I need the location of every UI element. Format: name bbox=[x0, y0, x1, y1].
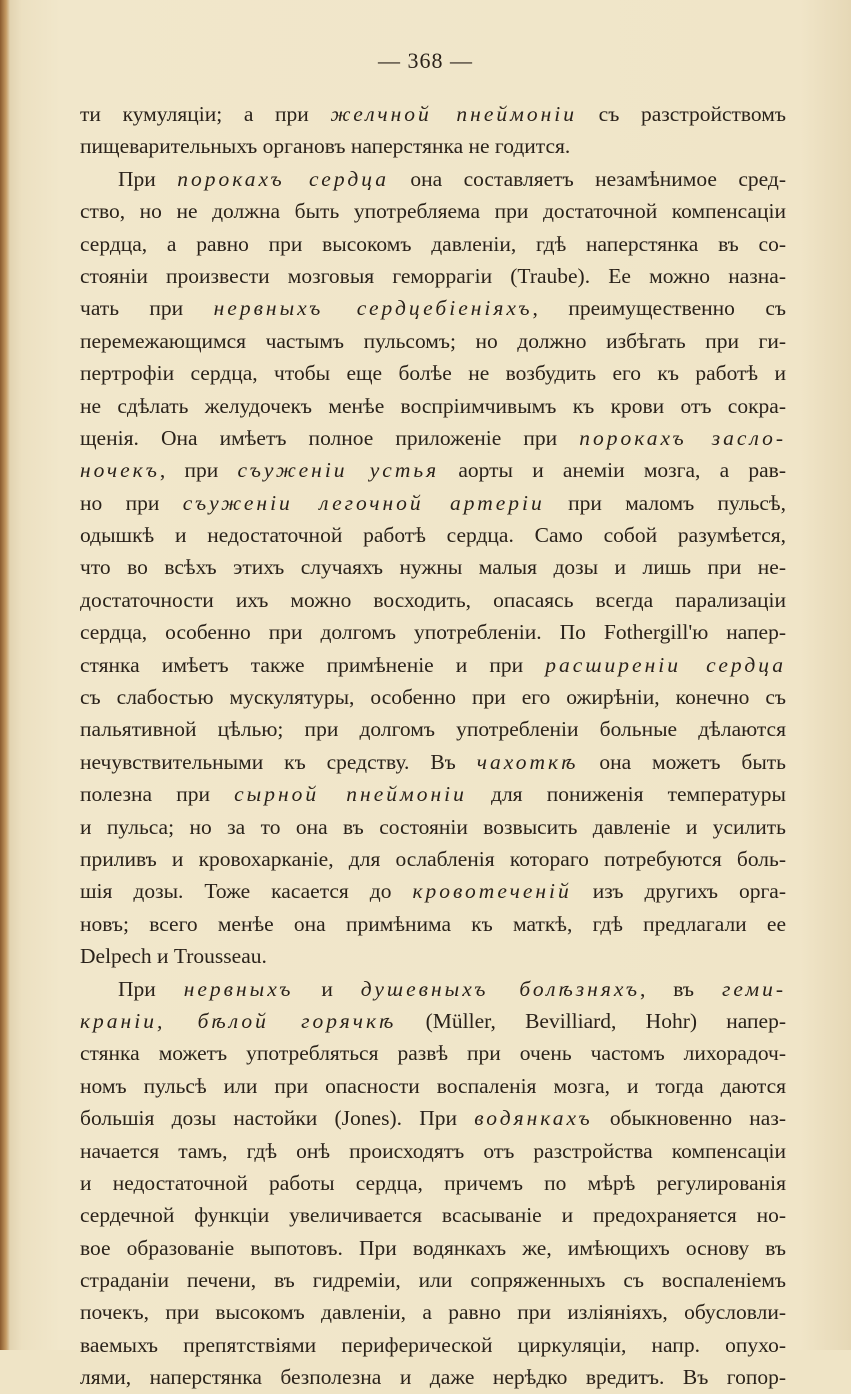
text-line bbox=[80, 973, 786, 1005]
emphasized-term: ночекъ bbox=[80, 458, 160, 483]
emphasized-term: кровотеченій bbox=[412, 879, 572, 904]
text-line bbox=[80, 1005, 786, 1037]
text-line bbox=[80, 228, 786, 260]
text-segment: обыкновенно наз- bbox=[592, 1106, 786, 1131]
text-segment: , при bbox=[159, 458, 238, 483]
text-segment: стянка имѣетъ также примѣненіе и при bbox=[80, 652, 546, 677]
text-segment: страданіи печени, въ гидреміи, или сопряженныхъ съ воспаленіемъ bbox=[80, 1268, 786, 1293]
text-line bbox=[80, 843, 786, 875]
text-line bbox=[80, 713, 786, 745]
text-line bbox=[80, 1361, 786, 1393]
emphasized-term: сырной пнеймоніи bbox=[234, 782, 467, 807]
text-segment: ство, но не должна быть употребляема при достаточной компенсаціи bbox=[80, 199, 786, 224]
emphasized-term: нервныхъ bbox=[183, 976, 294, 1001]
text-segment: большія дозы настойки (Jones). При bbox=[80, 1106, 475, 1131]
text-segment: шія дозы. Тоже касается до bbox=[80, 879, 413, 904]
text-segment: съ разстройствомъ bbox=[576, 102, 786, 126]
text-line bbox=[80, 1199, 786, 1231]
text-segment: стояніи произвести мозговыя геморрагіи (Traube). Ее можно назна- bbox=[80, 263, 786, 288]
emphasized-term: водянкахъ bbox=[474, 1106, 593, 1131]
text-line bbox=[80, 519, 786, 551]
emphasized-term: расширеніи сердца bbox=[545, 652, 786, 677]
emphasized-term: порокахъ засло- bbox=[579, 425, 787, 450]
text-line bbox=[80, 875, 786, 907]
text-segment: пищеварительныхъ органовъ наперстянка не годится. bbox=[80, 134, 571, 159]
text-segment: ти кумуляціи; а при bbox=[80, 102, 331, 126]
text-segment: для пониженія температуры bbox=[466, 782, 786, 807]
text-line bbox=[80, 325, 786, 357]
emphasized-term: порокахъ сердца bbox=[177, 166, 389, 191]
text-line bbox=[80, 454, 786, 486]
text-line bbox=[80, 292, 786, 324]
text-segment: щенія. Она имѣетъ полное приложеніе при bbox=[80, 425, 580, 450]
text-segment: и недостаточной работы сердца, причемъ по мѣрѣ регулированія bbox=[80, 1170, 786, 1195]
text-line bbox=[80, 1329, 786, 1361]
text-line bbox=[80, 908, 786, 940]
text-segment: аорты и анеміи мозга, а рав- bbox=[439, 458, 786, 483]
page-body-text bbox=[80, 98, 786, 1394]
text-segment: стянка можетъ употребляться развѣ при очень частомъ лихорадоч- bbox=[80, 1041, 786, 1066]
emphasized-term: душевныхъ болѣзняхъ bbox=[360, 976, 640, 1001]
text-segment: приливъ и кровохарканіе, для ослабленія котораго потребуются боль- bbox=[80, 846, 786, 871]
text-line bbox=[80, 940, 786, 972]
text-segment: съ слабостью мускулятуры, особенно при его ожирѣніи, конечно съ bbox=[80, 685, 786, 710]
text-segment: сердца, а равно при высокомъ давленіи, гдѣ наперстянка въ со- bbox=[80, 231, 786, 256]
text-line bbox=[80, 1037, 786, 1069]
text-segment: пальятивной цѣлью; при долгомъ употребленіи больные дѣлаются bbox=[80, 717, 786, 742]
text-line bbox=[80, 811, 786, 843]
text-segment: , въ bbox=[640, 976, 722, 1001]
text-segment: чать при bbox=[80, 296, 214, 321]
emphasized-term: чахоткѣ bbox=[476, 749, 579, 774]
page-binding-edge bbox=[0, 0, 10, 1350]
text-segment: достаточности ихъ можно восходить, опасаясь всегда парализаціи bbox=[80, 587, 786, 612]
text-segment: При bbox=[118, 166, 178, 191]
text-segment: не сдѣлать желудочекъ менѣе воспріимчивымъ къ крови отъ сокра- bbox=[80, 393, 786, 418]
emphasized-term: нервныхъ сердцебіеніяхъ bbox=[213, 296, 533, 321]
text-line bbox=[80, 163, 786, 195]
text-line bbox=[80, 195, 786, 227]
text-segment: сердца, особенно при долгомъ употребленіи. По Fothergill'ю напер- bbox=[80, 620, 786, 645]
text-segment: нечувствительными къ средству. Въ bbox=[80, 749, 477, 774]
text-line bbox=[80, 98, 786, 130]
text-line bbox=[80, 649, 786, 681]
text-segment: сердечной функціи увеличивается всасываніе и предохраняется но- bbox=[80, 1203, 786, 1228]
text-segment: новъ; всего менѣе она примѣнима къ маткѣ, гдѣ предлагали ее bbox=[80, 911, 786, 936]
text-line bbox=[80, 1102, 786, 1134]
text-segment: она можетъ быть bbox=[578, 749, 786, 774]
text-line bbox=[80, 1167, 786, 1199]
text-line bbox=[80, 1232, 786, 1264]
text-segment: Delpech и Trousseau. bbox=[80, 944, 267, 969]
text-segment: и пульса; но за то она въ состояніи возвысить давленіе и усилить bbox=[80, 814, 786, 839]
text-line bbox=[80, 681, 786, 713]
text-segment: почекъ, при высокомъ давленіи, а равно при изліяніяхъ, обусловли- bbox=[80, 1300, 786, 1325]
emphasized-term: краніи, бѣлой горячкѣ bbox=[80, 1008, 397, 1033]
emphasized-term: желчной пнеймоніи bbox=[330, 102, 577, 126]
text-line bbox=[80, 1296, 786, 1328]
text-segment: пертрофіи сердца, чтобы еще болѣе не возбудить его къ работѣ и bbox=[80, 361, 786, 386]
text-segment: при маломъ пульсѣ, bbox=[544, 490, 786, 515]
text-line bbox=[80, 260, 786, 292]
text-line bbox=[80, 357, 786, 389]
text-segment: изъ другихъ орга- bbox=[571, 879, 786, 904]
text-segment: но при bbox=[80, 490, 183, 515]
text-segment: При bbox=[118, 976, 184, 1001]
text-segment: одышкѣ и недостаточной работѣ сердца. Само собой разумѣется, bbox=[80, 523, 786, 548]
text-segment: она составляетъ незамѣнимое сред- bbox=[388, 166, 786, 191]
page-number: — 368 — bbox=[378, 48, 473, 73]
text-line bbox=[80, 616, 786, 648]
text-segment: номъ пульсѣ или при опасности воспаленія мозга, и тогда даются bbox=[80, 1073, 786, 1098]
text-segment: что во всѣхъ этихъ случаяхъ нужны малыя дозы и лишь при не- bbox=[80, 555, 786, 580]
text-line bbox=[80, 1070, 786, 1102]
text-line bbox=[80, 390, 786, 422]
emphasized-term: съуженіи легочной артеріи bbox=[182, 490, 545, 515]
emphasized-term: геми- bbox=[721, 976, 786, 1001]
text-segment: (Müller, Bevilliard, Hohr) напер- bbox=[396, 1008, 786, 1033]
text-segment: ваемыхъ препятствіями периферической циркуляціи, напр. опухо- bbox=[80, 1332, 786, 1357]
text-line bbox=[80, 487, 786, 519]
text-line bbox=[80, 746, 786, 778]
emphasized-term: съуженіи устья bbox=[237, 458, 440, 483]
text-line bbox=[80, 1264, 786, 1296]
text-line bbox=[80, 422, 786, 454]
text-segment: вое образованіе выпотовъ. При водянкахъ же, имѣющихъ основу въ bbox=[80, 1235, 786, 1260]
text-line bbox=[80, 584, 786, 616]
text-segment: , преимущественно съ bbox=[532, 296, 786, 321]
text-segment: начается тамъ, гдѣ онѣ происходятъ отъ разстройства компенсаціи bbox=[80, 1138, 786, 1163]
text-line bbox=[80, 551, 786, 583]
text-line bbox=[80, 778, 786, 810]
text-segment: и bbox=[293, 976, 361, 1001]
text-line bbox=[80, 1135, 786, 1167]
text-line bbox=[80, 130, 786, 162]
text-segment: перемежающимся частымъ пульсомъ; но должно избѣгать при ги- bbox=[80, 328, 786, 353]
text-segment: лями, наперстянка безполезна и даже нерѣдко вредитъ. Въ гопор- bbox=[80, 1365, 786, 1390]
text-segment: полезна при bbox=[80, 782, 235, 807]
